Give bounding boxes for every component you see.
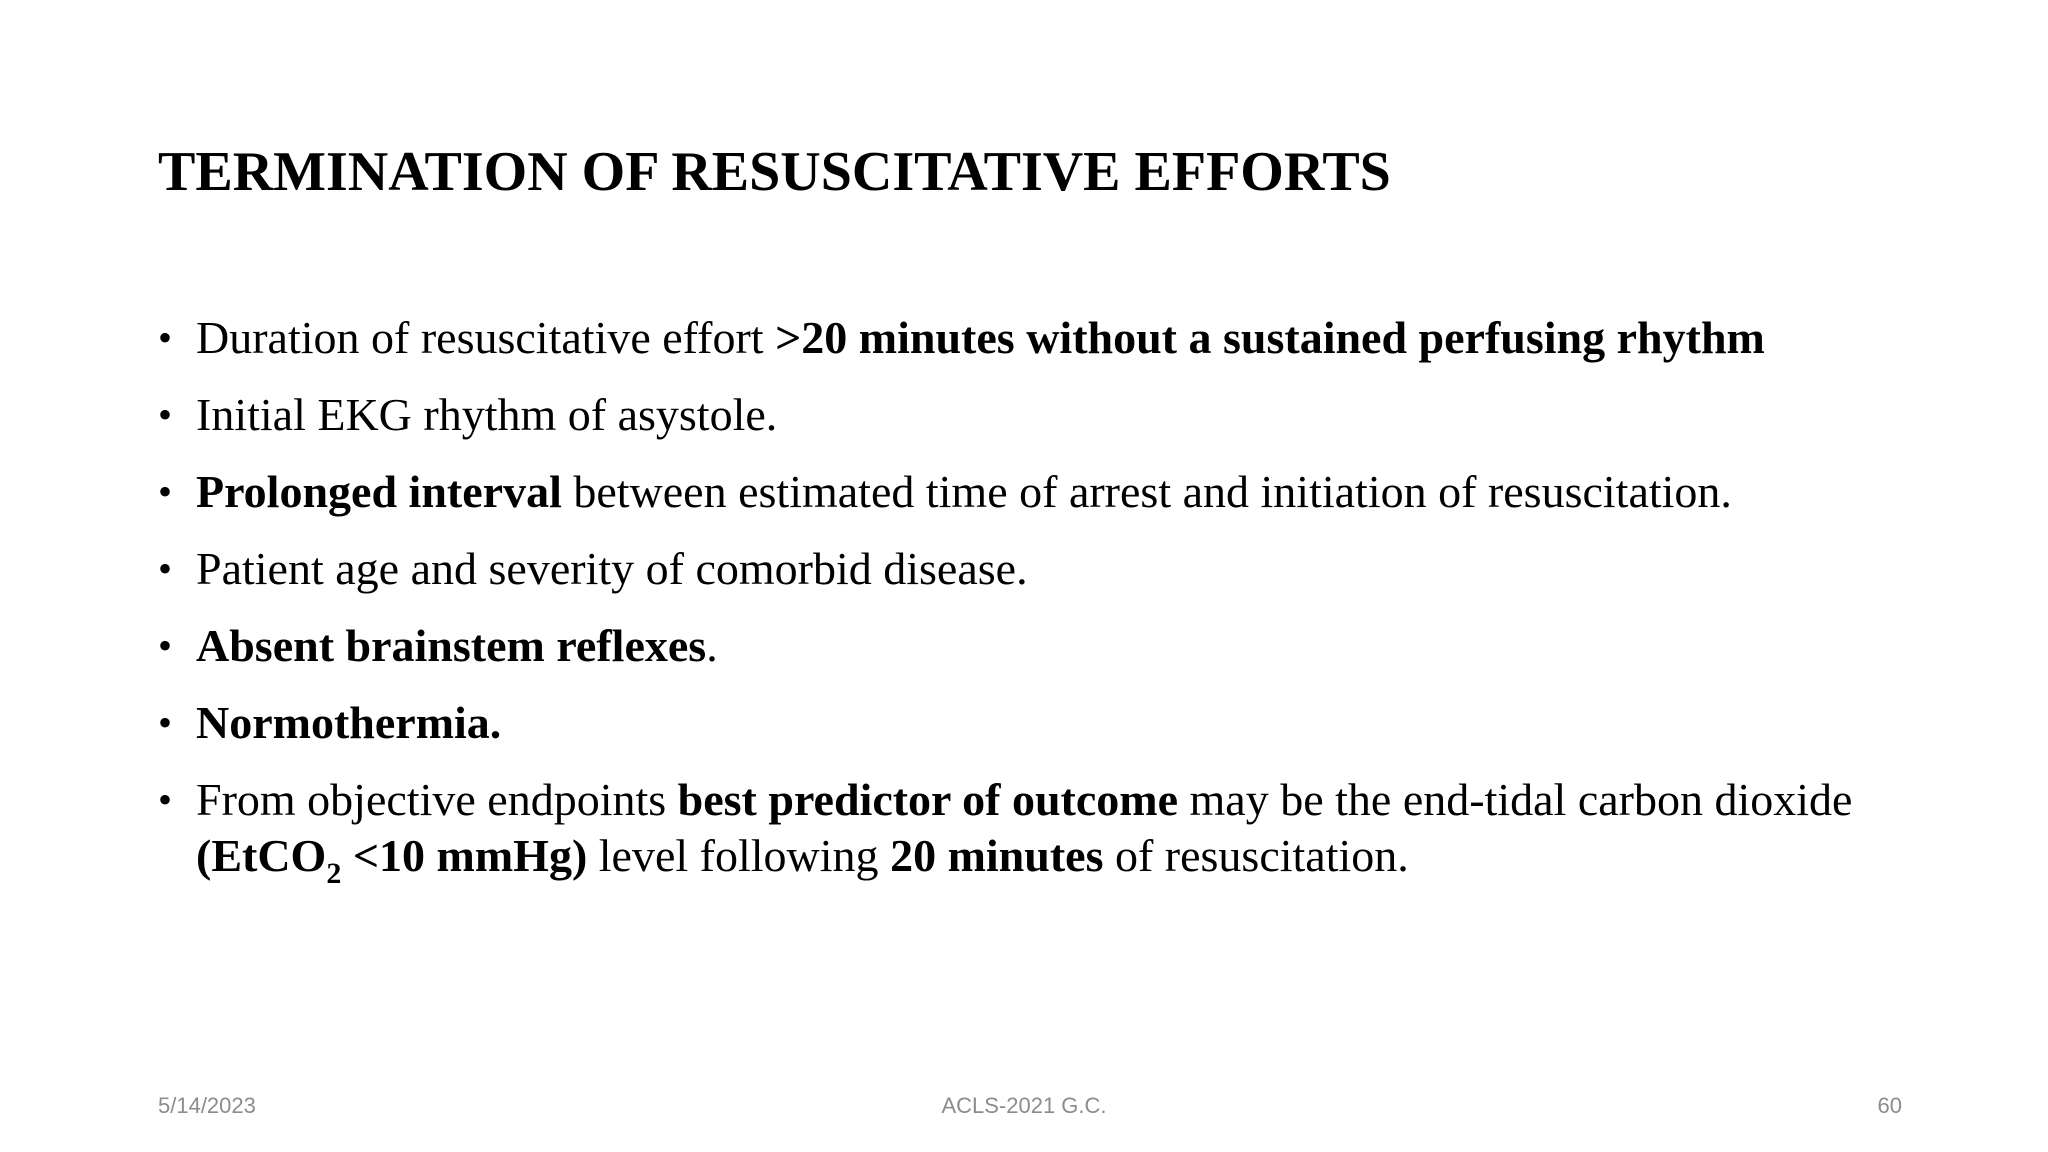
bullet-icon: • bbox=[158, 700, 173, 745]
bullet-icon: • bbox=[158, 469, 173, 514]
bullet-item-2: • Initial EKG rhythm of asystole. bbox=[158, 387, 1918, 443]
bullet-item-5: • Absent brainstem reflexes. bbox=[158, 618, 1918, 674]
slide-number: 60 bbox=[1877, 1093, 1902, 1118]
bullet-icon: • bbox=[158, 315, 173, 360]
bullet-item-7: • From objective endpoints best predictor of outcome may be the end-tidal carbon dioxide (EtCO$_2$ <10 mmHg) level following 20 minutes of resuscitation. bbox=[158, 774, 1853, 890]
bullet-icon: • bbox=[158, 392, 173, 437]
bullet-item-3: • Prolonged interval between estimated time of arrest and initiation of resuscitation. bbox=[158, 464, 1918, 520]
slide-title: TERMINATION OF RESUSCITATIVE EFFORTS bbox=[158, 141, 1391, 203]
bullet-item-4: • Patient age and severity of comorbid disease. bbox=[158, 541, 1918, 597]
bullet-icon: • bbox=[158, 546, 173, 591]
bullet-item-6: • Normothermia. bbox=[158, 695, 1918, 751]
bullet-list bbox=[158, 310, 1918, 905]
footer-date: 5/14/2023 bbox=[158, 1093, 256, 1118]
bullet-icon: • bbox=[158, 623, 173, 668]
footer-center-text: ACLS-2021 G.C. bbox=[941, 1093, 1107, 1118]
bullet-item-1: • Duration of resuscitative effort >20 minutes without a sustained perfusing rhythm bbox=[158, 310, 1918, 366]
bullet-icon: • bbox=[158, 777, 173, 822]
